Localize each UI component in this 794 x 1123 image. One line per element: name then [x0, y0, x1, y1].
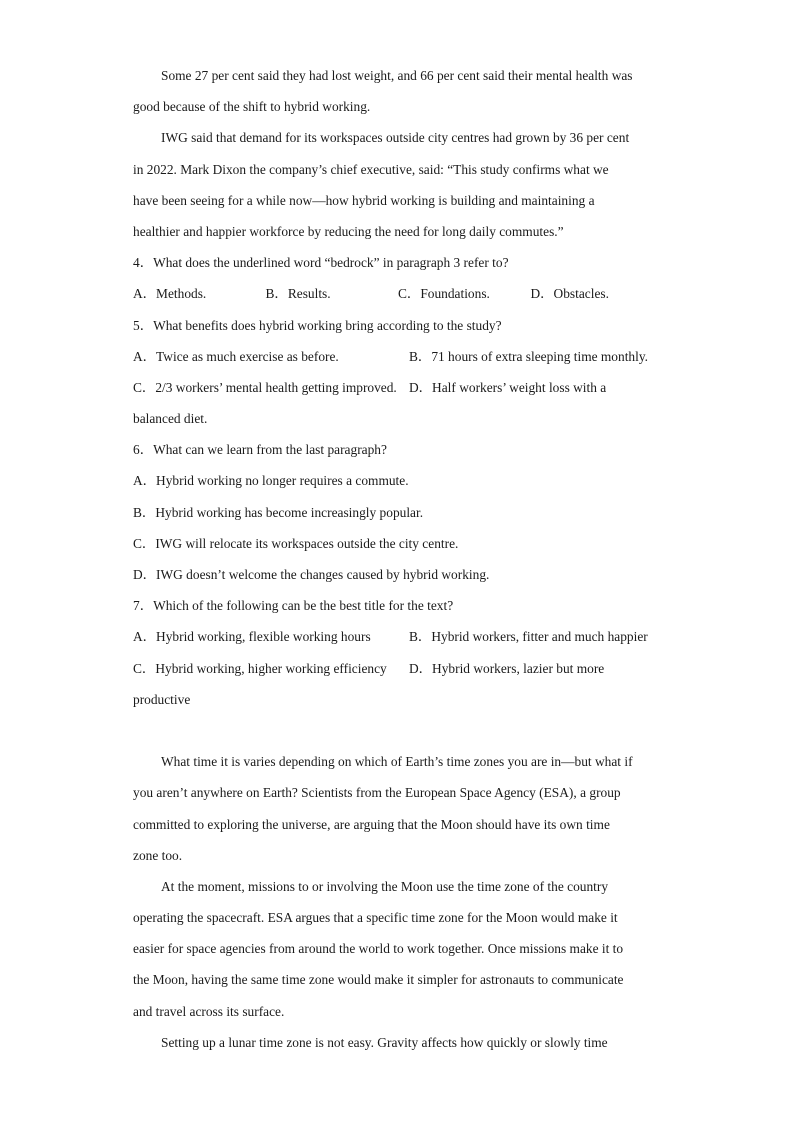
option-b: B．Results. [265, 286, 331, 302]
paragraph-line: healthier and happier workforce by reducing the need for long daily commutes.” [133, 223, 564, 239]
question-stem: 6．What can we learn from the last paragraph? [133, 442, 387, 458]
paragraph-line: operating the spacecraft. ESA argues that a specific time zone for the Moon would make it [133, 910, 618, 926]
paragraph-line: and travel across its surface. [133, 1003, 285, 1019]
paragraph-line: easier for space agencies from around the world to work together. Once missions make it to [133, 941, 624, 957]
option-d: D．Obstacles. [530, 286, 609, 302]
paragraph-line: At the moment, missions to or involving the Moon use the time zone of the country [161, 878, 609, 894]
question-7 [133, 590, 663, 715]
answer-options [133, 621, 663, 652]
section-spacer [133, 715, 663, 746]
option-d: D．Hybrid workers, lazier but more [409, 660, 605, 676]
answer-options [133, 278, 663, 309]
question-stem: 7．Which of the following can be the best title for the text? [133, 598, 454, 614]
paragraph-line: committed to exploring the universe, are arguing that the Moon should have its own time [133, 816, 610, 832]
option-c: C．Hybrid working, higher working efficiency [133, 660, 387, 676]
option-a: A．Hybrid working no longer requires a commute. [133, 473, 409, 489]
option-b: B．Hybrid working has become increasingly popular. [133, 504, 424, 520]
option-d: D．IWG doesn’t welcome the changes caused by hybrid working. [133, 567, 490, 582]
paragraph-line: you aren’t anywhere on Earth? Scientists from the European Space Agency (ESA), a group [133, 785, 621, 801]
paragraph-line: Setting up a lunar time zone is not easy. Gravity affects how quickly or slowly time [161, 1034, 608, 1050]
option-b: B．Hybrid workers, fitter and much happier [409, 629, 648, 645]
paragraph-line: Some 27 per cent said they had lost weight, and 66 per cent said their mental health was [161, 68, 633, 83]
option-a: A．Twice as much exercise as before. [133, 348, 339, 364]
option-d: D．Half workers’ weight loss with a [409, 379, 607, 395]
question-5 [133, 310, 663, 435]
answer-options [133, 372, 663, 403]
option-d-continued: balanced diet. [133, 411, 208, 427]
question-6 [133, 434, 663, 590]
paragraph-line: What time it is varies depending on which of Earth’s time zones you are in—but what if [161, 754, 633, 770]
paragraph-line: zone too. [133, 847, 183, 863]
passage-a [133, 60, 663, 247]
paragraph-line: in 2022. Mark Dixon the company’s chief executive, said: “This study confirms what we [133, 161, 609, 177]
passage-b [133, 746, 663, 1058]
option-d-continued: productive [133, 691, 191, 707]
option-c: C．Foundations. [398, 286, 490, 302]
paragraph-line: good because of the shift to hybrid working. [133, 99, 371, 115]
question-4 [133, 247, 663, 309]
document-page [133, 60, 663, 1058]
paragraph-line: IWG said that demand for its workspaces outside city centres had grown by 36 per cent [161, 130, 630, 146]
option-c: C．IWG will relocate its workspaces outside the city centre. [133, 535, 459, 551]
paragraph-line: the Moon, having the same time zone would make it simpler for astronauts to communicate [133, 972, 624, 988]
option-c: C．2/3 workers’ mental health getting improved. [133, 379, 397, 395]
question-stem: 5．What benefits does hybrid working bring according to the study? [133, 317, 502, 333]
option-b: B．71 hours of extra sleeping time monthly. [409, 348, 649, 364]
paragraph-line: have been seeing for a while now—how hybrid working is building and maintaining a [133, 192, 595, 208]
answer-options [133, 653, 663, 684]
option-a: A．Hybrid working, flexible working hours [133, 629, 371, 645]
question-stem: 4．What does the underlined word “bedrock” in paragraph 3 refer to? [133, 255, 509, 271]
option-a: A．Methods. [133, 286, 207, 302]
answer-options [133, 341, 663, 372]
